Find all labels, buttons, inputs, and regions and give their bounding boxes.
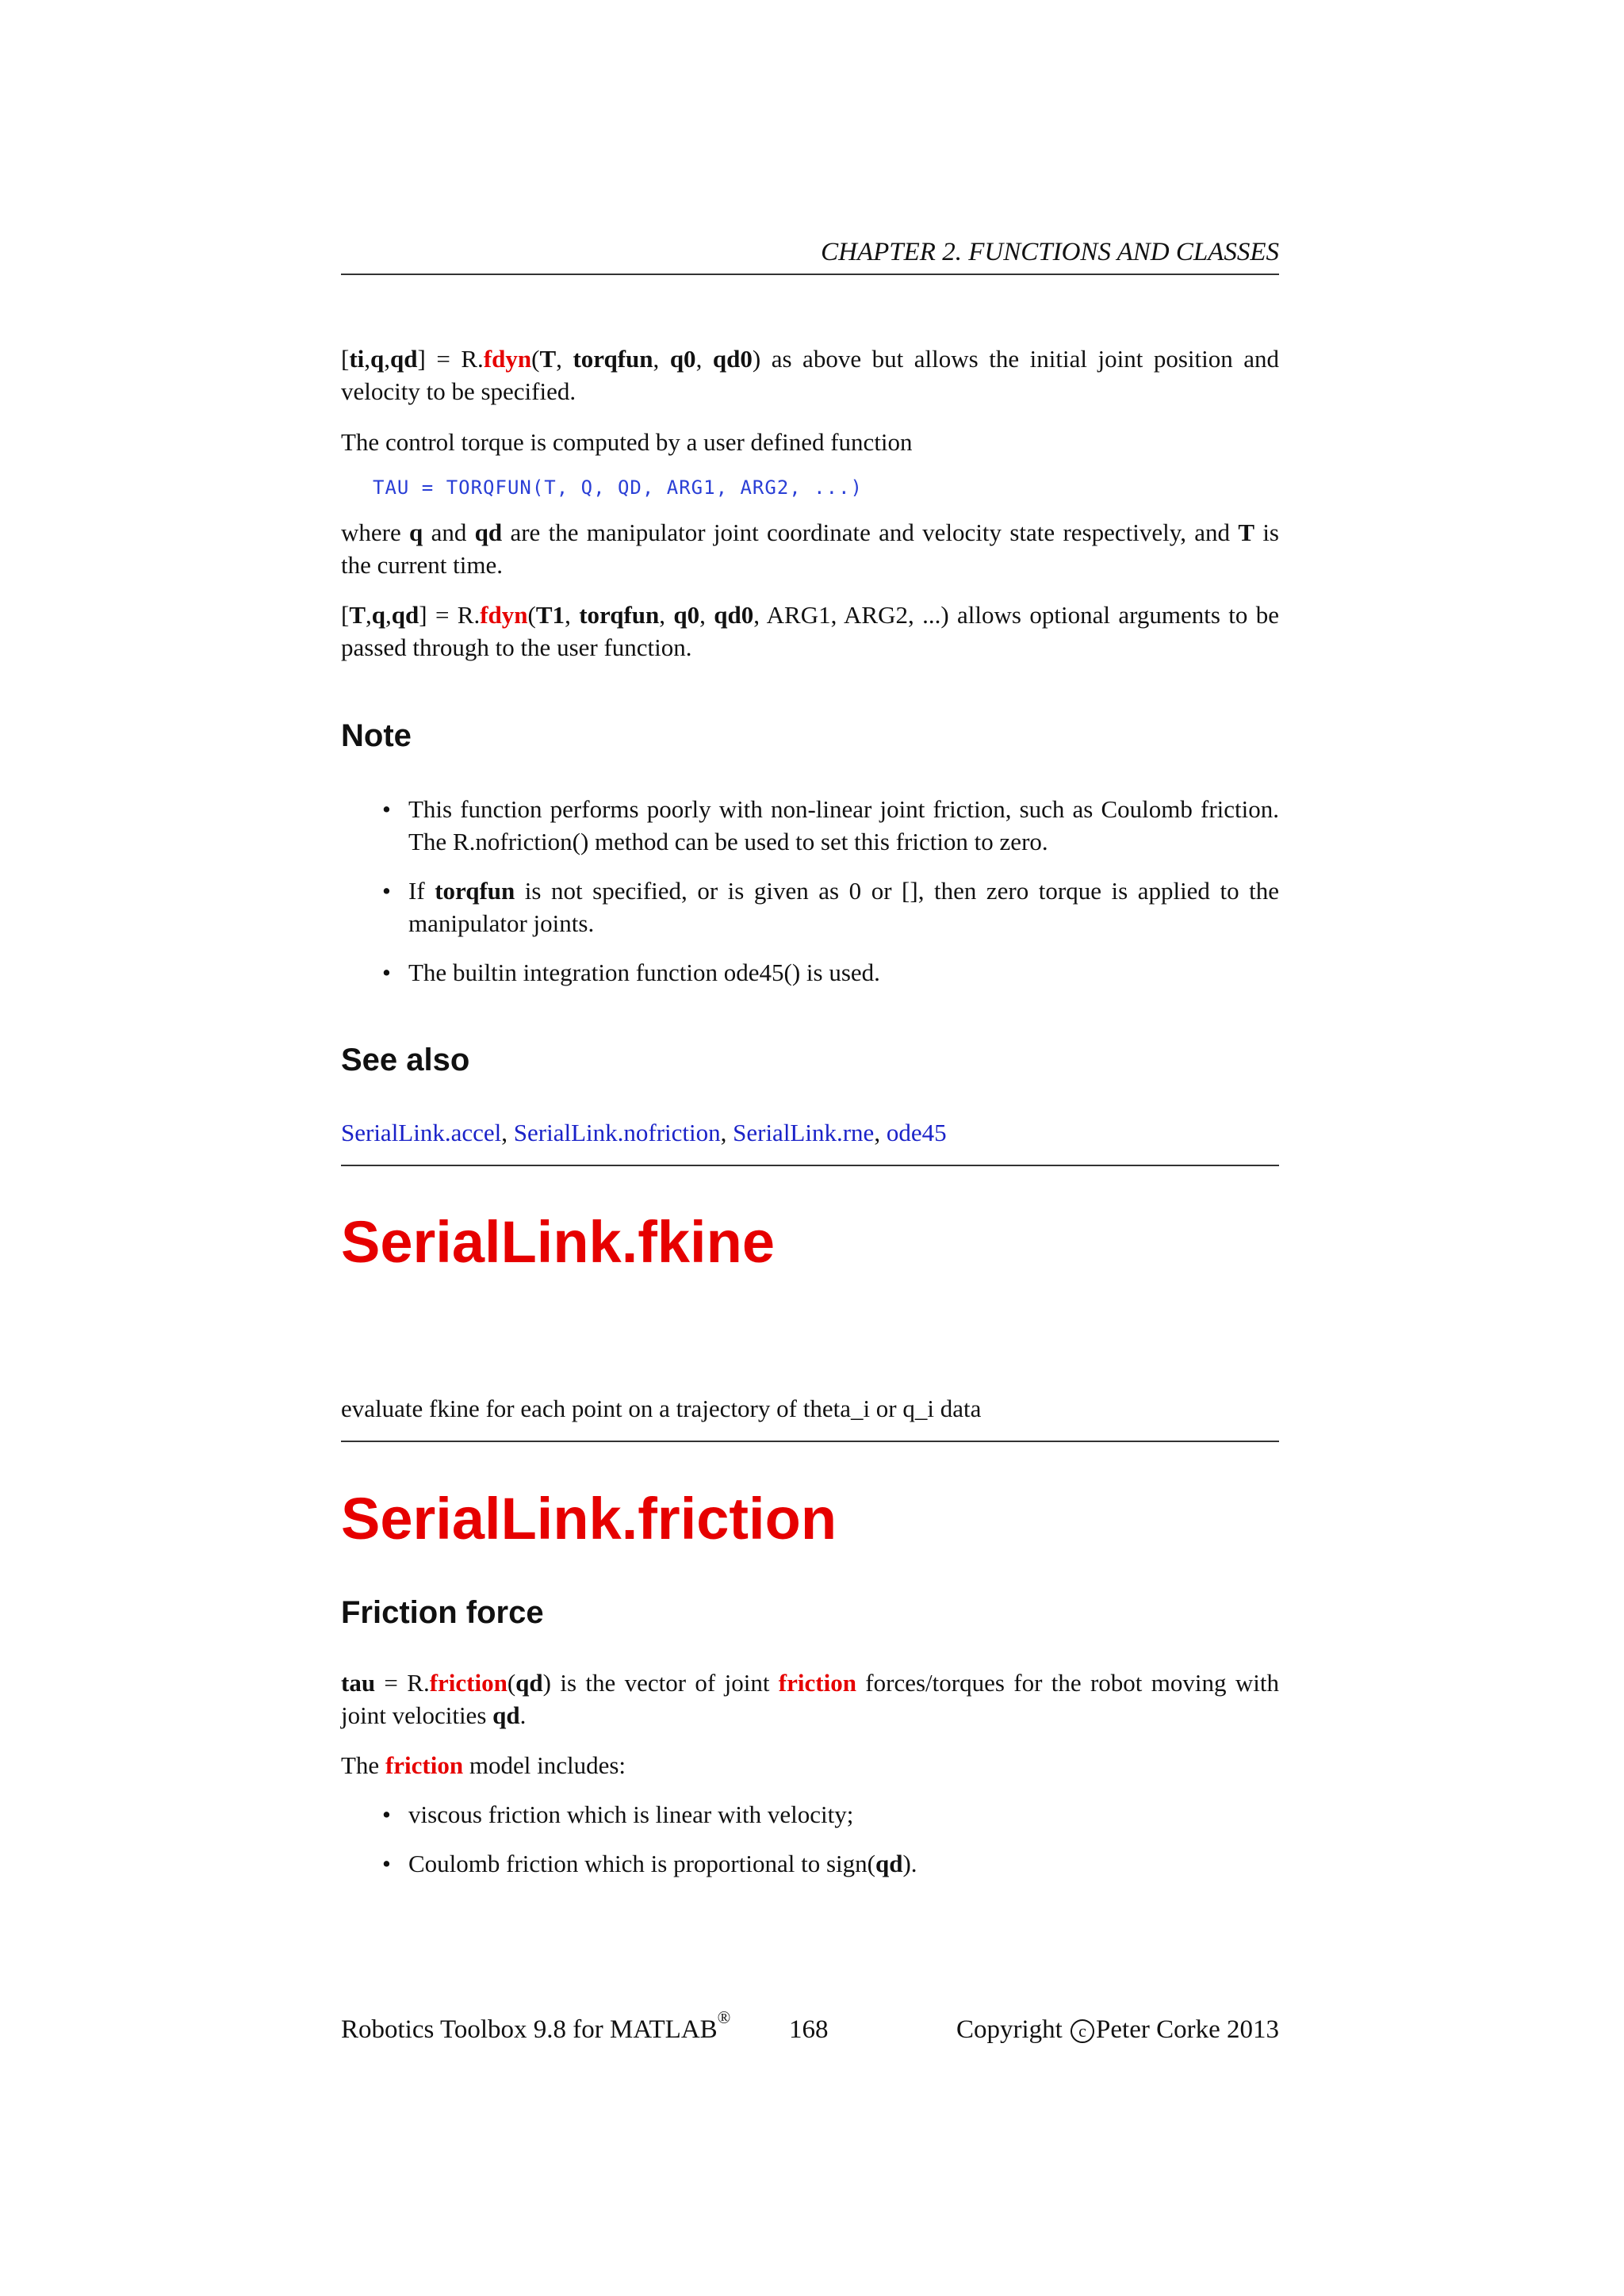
friction-force-heading: Friction force: [341, 1595, 544, 1630]
state-description-paragraph: where q and qd are the manipulator joint coordinate and velocity state respectively, and T is the current time.: [341, 519, 1279, 579]
friction-title: SerialLink.friction: [341, 1486, 837, 1552]
control-torque-paragraph: The control torque is computed by a user defined function: [341, 428, 913, 456]
fkine-description: evaluate fkine for each point on a trajectory of theta_i or q_i data: [341, 1395, 982, 1422]
optional-arguments-paragraph: [T,q,qd] = R.fdyn(T1, torqfun, q0, qd0, ARG1, ARG2, ...) allows optional arguments to be passed through to the user function.: [341, 601, 1280, 661]
link-ode45[interactable]: ode45: [886, 1119, 947, 1146]
fdyn-paragraph-initial-state: [ti,q,qd] = R.fdyn(T, torqfun, q0, qd0) as above but allows the initial joint position and velocity to be specified.: [341, 345, 1280, 405]
footer-title: Robotics Toolbox 9.8 for MATLAB®: [341, 2007, 731, 2044]
bullet-icon: •: [382, 959, 391, 986]
running-head: CHAPTER 2. FUNCTIONS AND CLASSES: [341, 238, 1279, 275]
note-list: [341, 793, 1279, 1005]
torqfun-code-line: TAU = TORQFUN(T, Q, QD, ARG1, ARG2, ...): [373, 476, 863, 499]
note-heading: Note: [341, 718, 412, 753]
list-item: • Coulomb friction which is proportional to sign(qd).: [341, 1847, 1279, 1880]
bullet-icon: •: [382, 877, 391, 905]
link-seriallink-accel[interactable]: SerialLink.accel: [341, 1119, 502, 1146]
friction-description-paragraph: tau = R.friction(qd) is the vector of joint friction forces/torques for the robot moving with joint velocities qd.: [341, 1669, 1279, 1729]
bullet-icon: •: [382, 1800, 391, 1828]
copyright-icon: c: [1071, 2019, 1094, 2043]
link-seriallink-rne[interactable]: SerialLink.rne: [733, 1119, 875, 1146]
section-divider: [341, 1165, 1279, 1166]
registered-mark: ®: [717, 2007, 731, 2027]
section-divider: [341, 1441, 1279, 1442]
see-also-heading: See also: [341, 1043, 470, 1077]
list-item: • This function performs poorly with non-linear joint friction, such as Coulomb friction. The R.nofriction() method can be used to set this friction to zero.: [341, 793, 1279, 858]
fdyn-function-name: fdyn: [480, 601, 528, 629]
document-page: [341, 0, 1279, 2296]
bullet-icon: •: [382, 795, 391, 823]
footer-copyright: Copyright c Peter Corke 2013: [956, 2015, 1279, 2044]
fdyn-function-name: fdyn: [483, 345, 532, 373]
bullet-icon: •: [382, 1850, 391, 1877]
fkine-title: SerialLink.fkine: [341, 1209, 775, 1275]
list-item: • The builtin integration function ode45() is used.: [341, 956, 1279, 989]
page-number: 168: [789, 2015, 829, 2044]
friction-model-list: [341, 1798, 1279, 1896]
link-seriallink-nofriction[interactable]: SerialLink.nofriction: [513, 1119, 721, 1146]
list-item: • If torqfun is not specified, or is given as 0 or [], then zero torque is applied to the manipulator joints.: [341, 874, 1279, 939]
friction-model-paragraph: The friction model includes:: [341, 1751, 626, 1779]
list-item: • viscous friction which is linear with velocity;: [341, 1798, 1279, 1831]
friction-function-name: friction: [429, 1669, 508, 1697]
see-also-links: SerialLink.accel, SerialLink.nofriction, SerialLink.rne, ode45: [341, 1119, 947, 1146]
